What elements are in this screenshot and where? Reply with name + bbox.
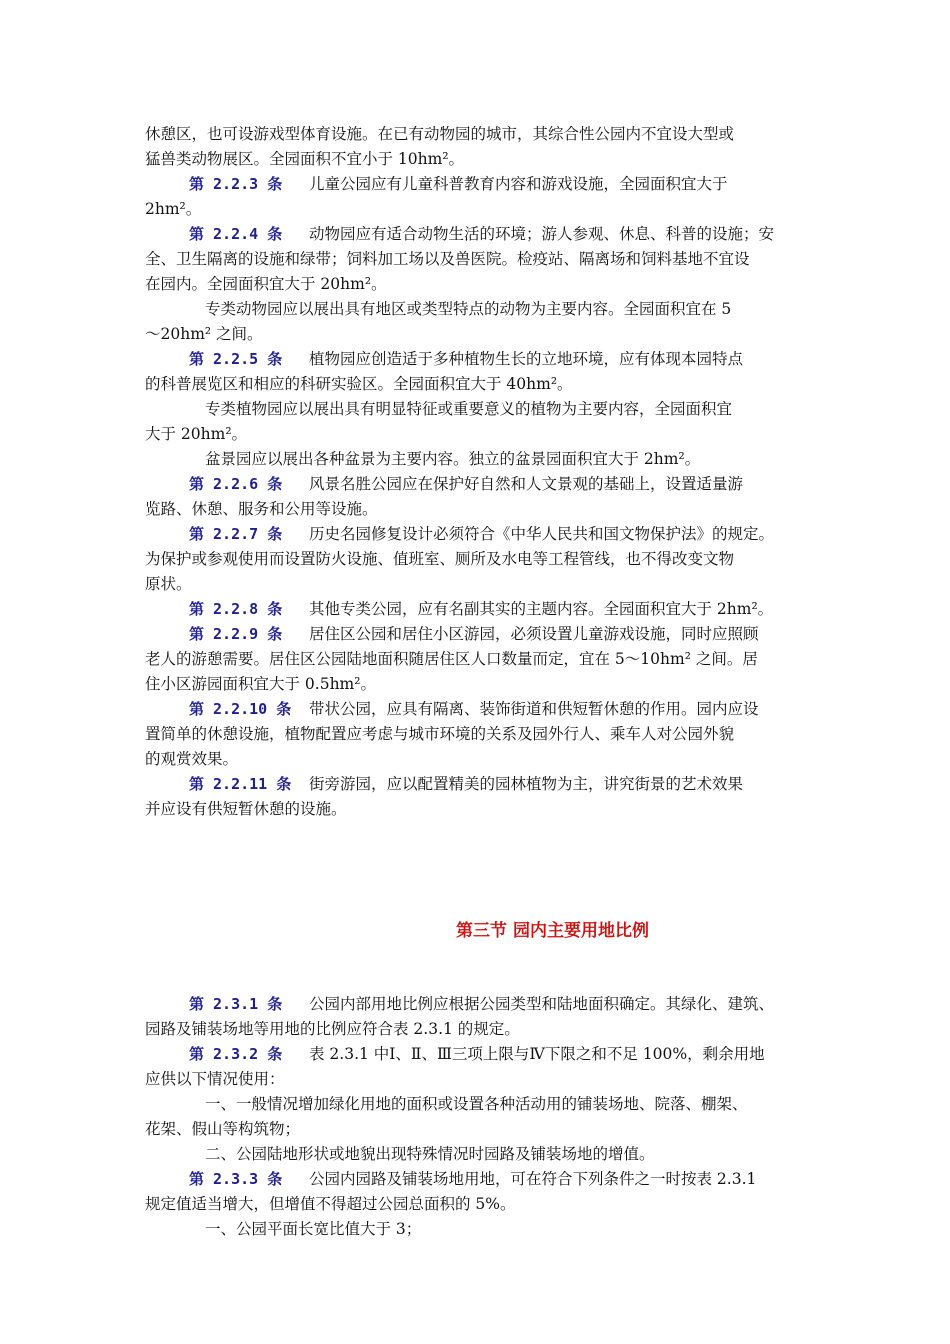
body-text-line: 猛兽类动物展区。全园面积不宜小于 10hm²。 <box>145 150 465 168</box>
article-paragraph-start <box>145 222 825 247</box>
article-number: 第 2.2.11 条 <box>189 775 292 793</box>
article-paragraph-start <box>145 522 825 547</box>
article-text: 儿童公园应有儿童科普教育内容和游戏设施，全园面积宜大于 <box>309 175 728 193</box>
body-text-line: 住小区游园面积宜大于 0.5hm²。 <box>145 675 376 693</box>
article-paragraph-start <box>145 1167 825 1192</box>
article-number: 第 2.2.7 条 <box>189 525 283 543</box>
article-number: 第 2.3.1 条 <box>189 995 283 1013</box>
body-text-line: 览路、休憩、服务和公用等设施。 <box>145 500 378 518</box>
body-text-line: 应供以下情况使用： <box>145 1070 285 1088</box>
indented-paragraph-line: 一、公园平面长宽比值大于 3； <box>205 1220 422 1238</box>
article-number: 第 2.2.6 条 <box>189 475 283 493</box>
article-text: 植物园应创造适于多种植物生长的立地环境，应有体现本园特点 <box>309 350 744 368</box>
body-text-line: 为保护或参观使用而设置防火设施、值班室、厕所及水电等工程管线，也不得改变文物 <box>145 550 735 568</box>
article-paragraph-start <box>145 992 825 1017</box>
section-2-3-body <box>145 992 825 1242</box>
article-paragraph-start <box>145 172 825 197</box>
article-number: 第 2.2.9 条 <box>189 625 283 643</box>
article-number: 第 2.2.3 条 <box>189 175 283 193</box>
body-text-line: 的科普展览区和相应的科研实验区。全园面积宜大于 40hm²。 <box>145 375 573 393</box>
section-2-2-body <box>145 122 825 822</box>
indented-paragraph-line: 二、公园陆地形状或地貌出现特殊情况时园路及铺装场地的增值。 <box>205 1145 655 1163</box>
article-text: 公园内部用地比例应根据公园类型和陆地面积确定。其绿化、建筑、 <box>309 995 775 1013</box>
body-text-line: 在园内。全园面积宜大于 20hm²。 <box>145 275 387 293</box>
article-paragraph-start <box>145 772 825 797</box>
body-text-line: 老人的游憩需要。居住区公园陆地面积随居住区人口数量而定，宜在 5～10hm² 之间。居 <box>145 650 758 668</box>
body-text-line: 并应设有供短暂休憩的设施。 <box>145 800 347 818</box>
body-text-line: 花架、假山等构筑物； <box>145 1120 301 1138</box>
article-paragraph-start <box>145 472 825 497</box>
article-text: 带状公园，应具有隔离、装饰街道和供短暂休憩的作用。园内应设 <box>309 700 759 718</box>
body-text-line: 置简单的休憩设施，植物配置应考虑与城市环境的关系及园外行人、乘车人对公园外貌 <box>145 725 735 743</box>
body-text-line: 大于 20hm²。 <box>145 425 248 443</box>
indented-paragraph-line: 盆景园应以展出各种盆景为主要内容。独立的盆景园面积宜大于 2hm²。 <box>205 450 701 468</box>
article-paragraph-start <box>145 1042 825 1067</box>
article-text: 公园内园路及铺装场地用地，可在符合下列条件之一时按表 2.3.1 <box>309 1170 757 1188</box>
article-text: 街旁游园，应以配置精美的园林植物为主，讲究街景的艺术效果 <box>309 775 744 793</box>
article-number: 第 2.3.3 条 <box>189 1170 283 1188</box>
body-text-line: 规定值适当增大，但增值不得超过公园总面积的 5%。 <box>145 1195 516 1213</box>
section-heading: 第三节 园内主要用地比例 <box>456 921 649 941</box>
article-number: 第 2.2.10 条 <box>189 700 292 718</box>
article-paragraph-start <box>145 697 825 722</box>
article-number: 第 2.2.8 条 <box>189 600 283 618</box>
article-paragraph-start <box>145 597 825 622</box>
article-number: 第 2.3.2 条 <box>189 1045 283 1063</box>
body-text-line: 全、卫生隔离的设施和绿带；饲料加工场以及兽医院。检疫站、隔离场和饲料基地不宜设 <box>145 250 750 268</box>
body-text-line: 的观赏效果。 <box>145 750 239 768</box>
article-text: 风景名胜公园应在保护好自然和人文景观的基础上，设置适量游 <box>309 475 744 493</box>
article-number: 第 2.2.4 条 <box>189 225 283 243</box>
article-text: 历史名园修复设计必须符合《中华人民共和国文物保护法》的规定。 <box>309 525 775 543</box>
article-number: 第 2.2.5 条 <box>189 350 283 368</box>
body-text-line: 2hm²。 <box>145 200 202 218</box>
body-text-line: 休憩区，也可设游戏型体育设施。在已有动物园的城市，其综合性公园内不宜设大型或 <box>145 125 735 143</box>
indented-paragraph-line: 专类动物园应以展出具有地区或类型特点的动物为主要内容。全园面积宜在 5 <box>205 300 732 318</box>
article-paragraph-start <box>145 622 825 647</box>
article-text: 居住区公园和居住小区游园，必须设置儿童游戏设施，同时应照顾 <box>309 625 759 643</box>
indented-paragraph-line: 专类植物园应以展出具有明显特征或重要意义的植物为主要内容，全园面积宜 <box>205 400 733 418</box>
body-text-line: 园路及铺装场地等用地的比例应符合表 2.3.1 的规定。 <box>145 1020 520 1038</box>
article-text: 其他专类公园，应有名副其实的主题内容。全园面积宜大于 2hm²。 <box>309 600 774 618</box>
body-text-line: 原状。 <box>145 575 192 593</box>
article-text: 表 2.3.1 中Ⅰ、Ⅱ、Ⅲ三项上限与Ⅳ下限之和不足 100%，剩余用地 <box>309 1045 765 1063</box>
article-text: 动物园应有适合动物生活的环境；游人参观、休息、科普的设施；安 <box>309 225 775 243</box>
body-text-line: ～20hm² 之间。 <box>145 325 263 343</box>
article-paragraph-start <box>145 347 825 372</box>
indented-paragraph-line: 一、一般情况增加绿化用地的面积或设置各种活动用的铺装场地、院落、棚架、 <box>205 1095 748 1113</box>
